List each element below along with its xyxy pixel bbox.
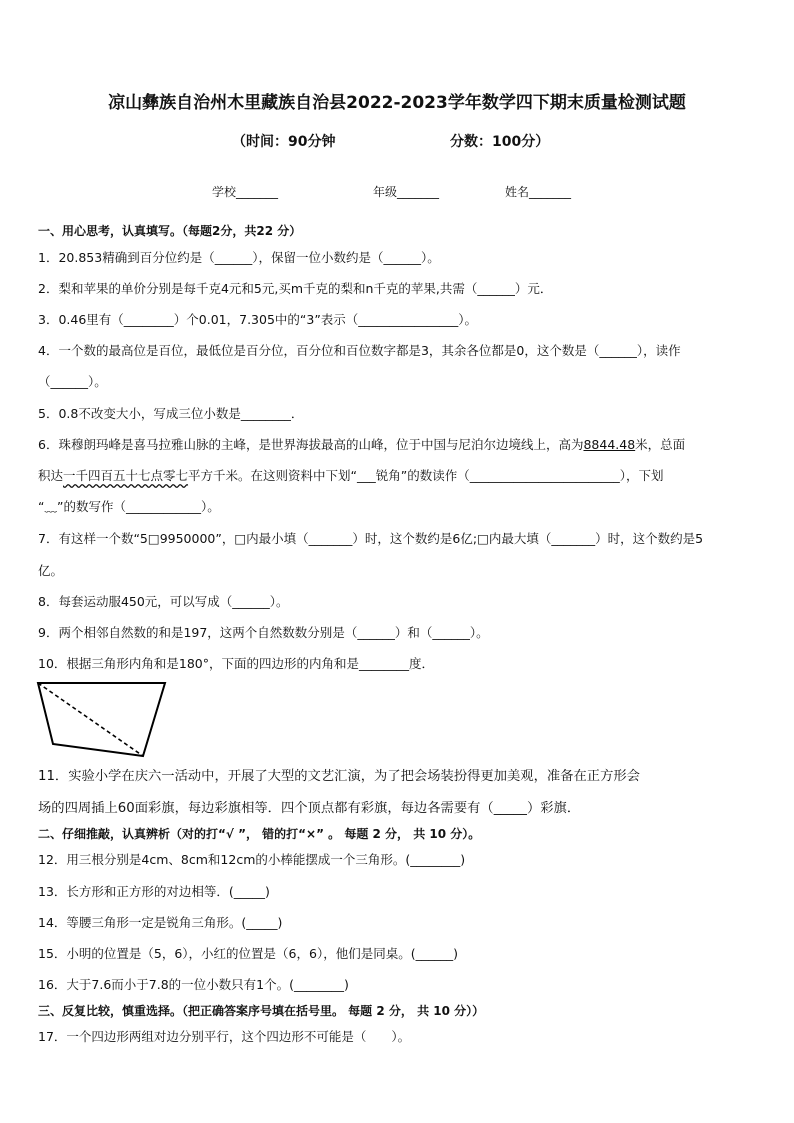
school-field: 学校_______ [212,185,279,199]
quadrilateral-figure [35,680,175,760]
question-17: 17．一个四边形两组对边分别平行，这个四边形不可能是（ ）。 [38,1029,411,1044]
question-15: 15．小明的位置是（5，6），小红的位置是（6，6），他们是同桌。(______) [38,946,458,961]
question-1: 1．20.853精确到百分位约是（______），保留一位小数约是（______）。 [38,250,440,265]
question-6-line-2 [38,467,758,485]
question-6-line-1 [38,436,758,454]
question-6-text-a: 6．珠穆朗玛峰是喜马拉雅山脉的主峰，是世界海拔最高的山峰，位于中国与尼泊尔边境线上，高为 [38,437,584,452]
area-number-words: 一千四百五十七点零七 [63,468,189,483]
question-6-text-b: 米，总面 [635,437,686,452]
question-16: 16．大于7.6而小于7.8的一位小数只有1个。(________) [38,977,349,992]
name-field: 姓名_______ [505,185,572,199]
question-3: 3．0.46里有（________）个0.01，7.305中的“3”表示（________________）。 [38,312,478,327]
section-3-heading: 三、反复比较，慎重选择。（把正确答案序号填在括号里。 每题 2 分， 共 10 分）） [38,1004,485,1018]
question-7-line-2: 亿。 [38,563,64,578]
question-4-line-1: 4．一个数的最高位是百位，最低位是百分位，百分位和百位数字都是3，其余各位都是0，这个数是（______），读作 [38,343,681,358]
question-6-text-d: 平方千米。在这则资料中下划“___锐角”的数读作（________________________），下划 [188,468,664,483]
question-7-line-1: 7．有这样一个数“5□9950000”，□内最小填（_______）时，这个数约是6亿;□内最大填（_______）时，这个数约是5 [38,531,704,546]
question-4-line-2: （______）。 [38,374,107,389]
question-10: 10．根据三角形内角和是180°，下面的四边形的内角和是________度． [38,656,435,671]
exam-title: 凉山彝族自治州木里藏族自治县2022-2023学年数学四下期末质量检测试题 [108,93,686,113]
question-6-text-c: 积达 [38,468,64,483]
grade-field: 年级_______ [373,185,440,199]
question-5: 5．0.8不改变大小，写成三位小数是________． [38,406,304,421]
question-13: 13．长方形和正方形的对边相等．(_____) [38,884,270,899]
section-2-heading: 二、仔细推敲，认真辨析（对的打“√ ”， 错的打“×” 。 每题 2 分， 共 10 分）。 [38,827,481,841]
question-11-line-1: 11．实验小学在庆六一活动中，开展了大型的文艺汇演，为了把会场装扮得更加美观，准备在正方形会 [38,769,640,784]
question-14: 14．等腰三角形一定是锐角三角形。(_____) [38,915,283,930]
section-1-heading: 一、用心思考，认真填写。（每题2分，共22 分） [38,224,302,238]
height-number: 8844.48 [583,437,636,452]
question-8: 8．每套运动服450元，可以写成（______）。 [38,594,289,609]
question-9: 9．两个相邻自然数的和是197，这两个自然数数分别是（______）和（______）。 [38,625,489,640]
question-11-line-2: 场的四周插上60面彩旗，每边彩旗相等．四个顶点都有彩旗，每边各需要有（_____）彩旗． [38,801,581,816]
question-6-line-3: “﹏”的数写作（____________）。 [38,499,220,514]
question-2: 2．梨和苹果的单价分别是每千克4元和5元,买m千克的梨和n千克的苹果,共需（______）元． [38,281,553,296]
question-12: 12．用三根分别是4cm、8cm和12cm的小棒能摆成一个三角形。(________) [38,852,466,867]
time-label: （时间：90分钟 [232,134,336,150]
score-label: 分数：100分） [450,134,550,150]
